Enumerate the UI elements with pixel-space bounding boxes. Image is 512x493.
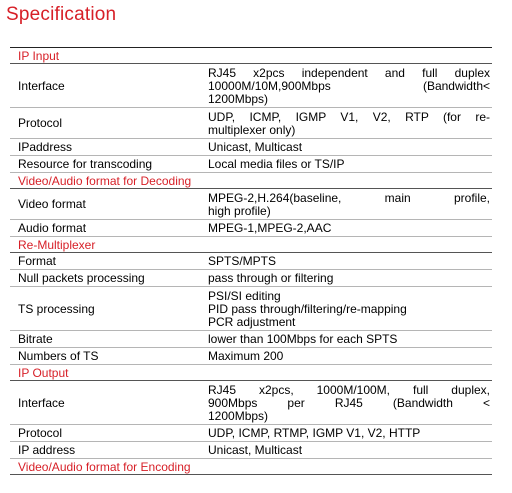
- spec-label: Protocol: [18, 116, 63, 130]
- spec-row: [10, 108, 492, 139]
- spec-value-line: 1200Mbps): [208, 91, 269, 106]
- spec-value: [208, 348, 492, 364]
- section-heading-row: [10, 173, 492, 189]
- specification-table: [10, 47, 492, 475]
- section-heading: Re-Multiplexer: [18, 237, 96, 252]
- spec-row: [10, 381, 492, 425]
- spec-value-line: SPTS/MPTS: [208, 254, 277, 268]
- spec-row: [10, 442, 492, 459]
- section-heading: IP Input: [18, 48, 60, 63]
- spec-value-line: 1200Mbps): [208, 408, 269, 423]
- spec-row: [10, 64, 492, 108]
- spec-value-line: Unicast, Multicast: [208, 140, 303, 154]
- spec-value: [208, 287, 492, 330]
- spec-label: Bitrate: [18, 332, 53, 346]
- spec-row: [10, 270, 492, 287]
- spec-value: [208, 64, 492, 107]
- section-heading-row: [10, 459, 492, 475]
- spec-value-line: lower than 100Mbps for each SPTS: [208, 332, 398, 346]
- spec-value-line: PCR adjustment: [208, 314, 296, 329]
- spec-label: Interface: [18, 395, 65, 410]
- spec-value: [208, 156, 492, 172]
- spec-row: [10, 425, 492, 442]
- spec-value: [208, 331, 492, 347]
- page-title: Specification: [6, 4, 117, 25]
- spec-row: [10, 331, 492, 348]
- spec-row: [10, 348, 492, 365]
- section-heading: Video/Audio format for Decoding: [18, 173, 192, 188]
- spec-value-line: PID pass through/filtering/re-mapping: [208, 301, 407, 316]
- spec-value: [208, 442, 492, 458]
- spec-label: IPaddress: [18, 140, 73, 154]
- spec-value-line: pass through or filtering: [208, 271, 334, 285]
- spec-label: Interface: [18, 78, 65, 93]
- spec-value-line: Unicast, Multicast: [208, 443, 303, 457]
- section-heading-row: [10, 237, 492, 253]
- spec-label: Resource for transcoding: [18, 157, 153, 171]
- spec-value-line: Local media files or TS/IP: [208, 157, 345, 171]
- spec-value-line: UDP, ICMP, IGMP V1, V2, RTP (for re-: [208, 109, 490, 124]
- spec-value-line: Maximum 200: [208, 349, 284, 363]
- spec-label: Video format: [18, 197, 86, 211]
- spec-value: [208, 425, 492, 441]
- section-heading-row: [10, 365, 492, 381]
- spec-value-line: multiplexer only): [208, 122, 296, 137]
- spec-value-line: MPEG-1,MPEG-2,AAC: [208, 221, 332, 235]
- section-heading: IP Output: [18, 365, 69, 380]
- spec-label: TS processing: [18, 301, 95, 316]
- spec-label: Null packets processing: [18, 271, 145, 285]
- spec-label: Protocol: [18, 426, 63, 440]
- spec-value-line: MPEG-2,H.264(baseline, main profile,: [208, 190, 490, 205]
- spec-value-line: RJ45 x2pcs, 1000M/100M, full duplex,: [208, 382, 490, 397]
- spec-value-line: RJ45 x2pcs independent and full duplex: [208, 65, 490, 80]
- spec-row: [10, 139, 492, 156]
- spec-value-line: 900Mbps per RJ45 (Bandwidth <: [208, 395, 490, 410]
- spec-row: [10, 156, 492, 173]
- spec-row: [10, 220, 492, 237]
- spec-label: Numbers of TS: [18, 349, 99, 363]
- spec-value: [208, 220, 492, 236]
- spec-label: Audio format: [18, 221, 87, 235]
- spec-value: [208, 381, 492, 424]
- section-heading-row: [10, 48, 492, 64]
- spec-value-line: PSI/SI editing: [208, 288, 281, 303]
- spec-row: [10, 189, 492, 220]
- spec-value-line: high profile): [208, 203, 271, 218]
- section-heading: Video/Audio format for Encoding: [18, 459, 191, 474]
- spec-value: [208, 270, 492, 286]
- spec-label: IP address: [18, 443, 76, 457]
- spec-value: [208, 139, 492, 155]
- spec-row: [10, 253, 492, 270]
- spec-value: [208, 189, 492, 219]
- spec-value-line: UDP, ICMP, RTMP, IGMP V1, V2, HTTP: [208, 426, 421, 440]
- spec-value: [208, 108, 492, 138]
- spec-value-line: 10000M/10M,900Mbps (Bandwidth<: [208, 78, 490, 93]
- spec-row: [10, 287, 492, 331]
- spec-label: Format: [18, 254, 57, 268]
- spec-value: [208, 253, 492, 269]
